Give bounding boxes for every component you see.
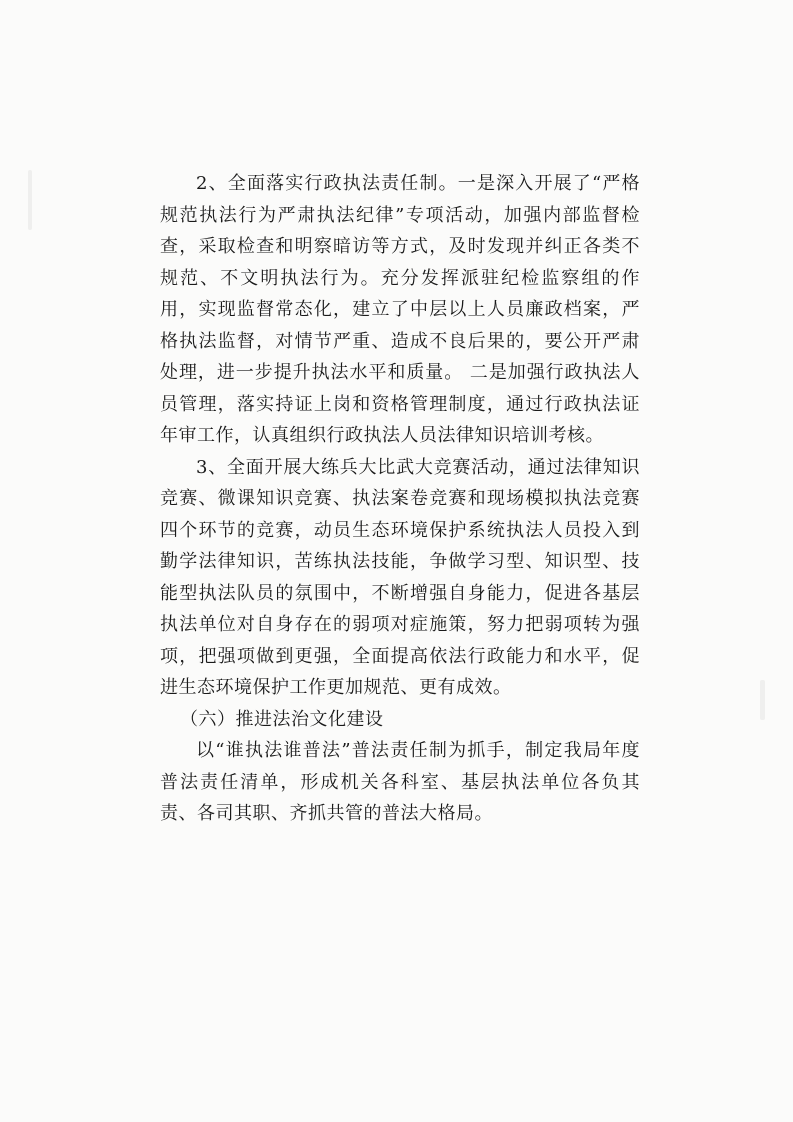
paragraph-training-competition: 3、全面开展大练兵大比武大竞赛活动，通过法律知识竞赛、微课知识竞赛、执法案卷竞赛和现场模拟执法竞赛四个环节的竞赛，动员生态环境保护系统执法人员投入到勤学法律知识，苦练执法技能，争做学习型、知识型、技能型执法队员的氛围中，不断增强自身能力，促进各基层执法单位对自身存在的弱项对症施策，努力把弱项转为强项，把强项做到更强，全面提高依法行政能力和水平，促进生态环境保护工作更加规范、更有成效。	[160, 456, 640, 698]
scan-artifact	[760, 680, 765, 720]
section-heading-legal-culture: （六）推进法治文化建设	[180, 708, 384, 730]
scan-artifact	[28, 170, 32, 230]
document-body	[160, 168, 640, 830]
paragraph-law-enforcement-responsibility: 2、全面落实行政执法责任制。一是深入开展了“严格规范执法行为严肃执法纪律”专项活动，加强内部监督检查，采取检查和明察暗访等方式，及时发现并纠正各类不规范、不文明执法行为。充分发挥派驻纪检监察组的作用，实现监督常态化，建立了中层以上人员廉政档案，严格执法监督，对情节严重、造成不良后果的，要公开严肃处理，进一步提升执法水平和质量。 二是加强行政执法人员管理，落实持证上岗和资格管理制度，通过行政执法证年审工作，认真组织行政执法人员法律知识培训考核。	[160, 173, 640, 446]
paragraph-law-popularization: 以“谁执法谁普法”普法责任制为抓手，制定我局年度普法责任清单，形成机关各科室、基层执法单位各负其责、各司其职、齐抓共管的普法大格局。	[160, 740, 640, 824]
